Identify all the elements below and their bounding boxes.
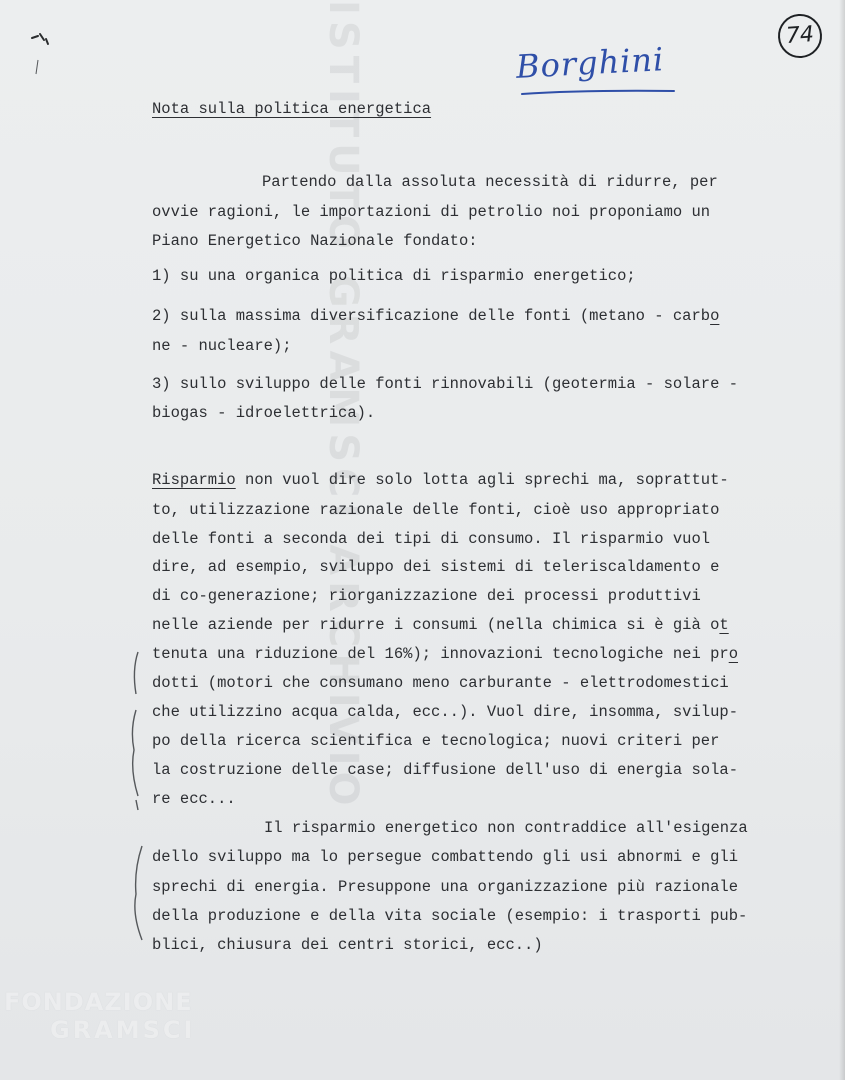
point-2-line-2: ne - nucleare);: [152, 337, 292, 355]
risparmio-line-7-text: tenuta una riduzione del 16%); innovazioni tecnologiche nei pr: [152, 645, 729, 663]
risparmio-keyword: Risparmio: [152, 471, 236, 489]
document-title: Nota sulla politica energetica: [152, 100, 432, 118]
risparmio-line-9: che utilizzino acqua calda, ecc..). Vuol dire, insomma, svilup-: [152, 703, 738, 721]
risparmio-line-2: to, utilizzazione razionale delle fonti, cioè uso appropriato: [152, 501, 720, 519]
risparmio-line-7: [152, 644, 738, 664]
risparmio-line-6-tail: t: [719, 616, 729, 634]
conclusion-line-5: blici, chiusura dei centri storici, ecc..): [152, 936, 543, 954]
point-2-line-1: [152, 306, 719, 326]
risparmio-line-1: [152, 470, 729, 490]
logo-line-2: GRAMSCI: [50, 1016, 196, 1044]
intro-line-3: Piano Energetico Nazionale fondato:: [152, 232, 478, 250]
author-underline-stroke: [520, 86, 676, 98]
risparmio-line-12: re ecc...: [152, 790, 236, 808]
handwritten-author-note: Borghini: [515, 40, 666, 86]
point-1: 1) su una organica politica di risparmio energetico;: [152, 267, 636, 285]
foundation-logo: [4, 988, 224, 1058]
point-2-underlined-tail: o: [710, 307, 720, 325]
risparmio-line-10: po della ricerca scientifica e tecnologica; nuovi criteri per: [152, 732, 720, 750]
risparmio-line-8: dotti (motori che consumano meno carburante - elettrodomestici: [152, 674, 729, 692]
intro-line-1: Partendo dalla assoluta necessità di ridurre, per: [262, 173, 718, 191]
corner-pen-mark-icon: [28, 30, 58, 90]
margin-bracket-marks-icon: [120, 650, 160, 950]
page-number: 74: [777, 13, 824, 60]
risparmio-line-6-text: nelle aziende per ridurre i consumi (nella chimica si è già o: [152, 616, 720, 634]
risparmio-line-6: [152, 615, 729, 635]
risparmio-line-1-rest: non vuol dire solo lotta agli sprechi ma, soprattut-: [235, 471, 729, 489]
risparmio-line-7-tail: o: [728, 645, 739, 663]
point-3-line-1: 3) sullo sviluppo delle fonti rinnovabili (geotermia - solare -: [152, 375, 738, 393]
conclusion-line-4: della produzione e della vita sociale (esempio: i trasporti pub-: [152, 907, 748, 925]
risparmio-line-11: la costruzione delle case; diffusione dell'uso di energia sola-: [152, 761, 738, 779]
risparmio-line-4: dire, ad esempio, sviluppo dei sistemi di teleriscaldamento e: [152, 558, 720, 576]
risparmio-line-3: delle fonti a seconda dei tipi di consumo. Il risparmio vuol: [152, 530, 711, 548]
conclusion-line-3: sprechi di energia. Presuppone una organizzazione più razionale: [152, 878, 738, 896]
watermark-text: ISTITUTO GRAMSCI ARCHIVIO: [320, 0, 366, 812]
point-2-text: 2) sulla massima diversificazione delle fonti (metano - carb: [152, 307, 711, 325]
risparmio-line-5: di co-generazione; riorganizzazione dei processi produttivi: [152, 587, 701, 605]
logo-line-1: FONDAZIONE: [4, 988, 193, 1016]
point-3-line-2: biogas - idroelettrica).: [152, 404, 376, 422]
conclusion-line-1: Il risparmio energetico non contraddice all'esigenza: [264, 819, 748, 837]
intro-line-2: ovvie ragioni, le importazioni di petrolio noi proponiamo un: [152, 203, 711, 221]
conclusion-line-2: dello sviluppo ma lo persegue combattendo gli usi abnormi e gli: [152, 848, 738, 866]
